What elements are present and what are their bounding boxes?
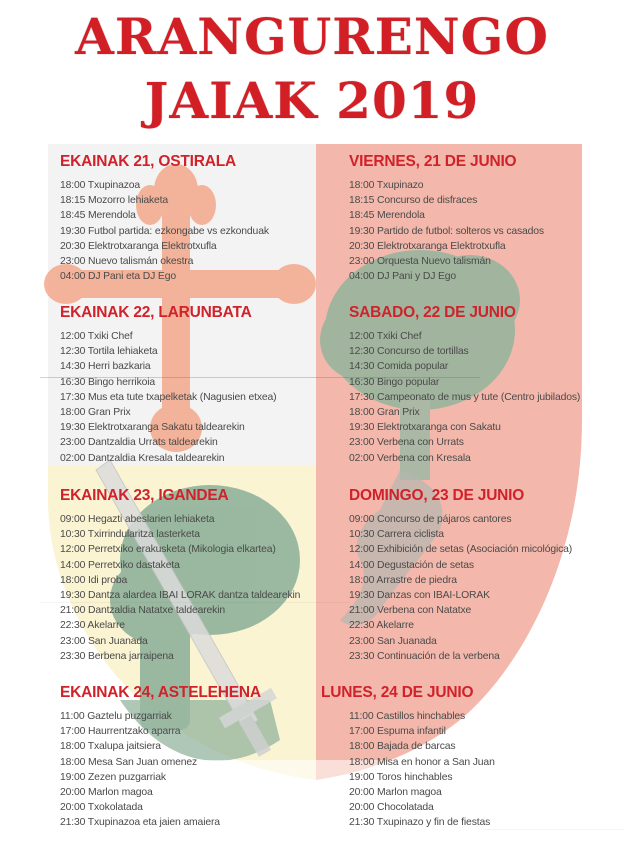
day-2-spanish: [349, 304, 580, 466]
event-item: 02:00 Dantzaldia Kresala taldearekin: [60, 452, 225, 464]
event-list: [60, 512, 300, 664]
event-item: 18:00 Gran Prix: [60, 407, 131, 419]
event-item: 22:30 Akelarre: [60, 620, 125, 632]
event-item: 23:00 Orquesta Nuevo talismán: [349, 256, 491, 268]
event-item: 18:45 Merendola: [349, 210, 425, 222]
event-item: 18:00 Misa en honor a San Juan: [349, 756, 495, 768]
event-item: 12:30 Concurso de tortillas: [349, 346, 469, 358]
event-item: 12:30 Tortila lehiaketa: [60, 346, 158, 358]
event-item: 19:30 Partido de futbol: solteros vs casados: [349, 225, 544, 237]
event-item: 18:45 Merendola: [60, 210, 136, 222]
event-list: [349, 178, 544, 284]
day-heading: EKAINAK 24, ASTELEHENA: [60, 684, 261, 701]
event-item: 18:15 Mozorro lehiaketa: [60, 195, 169, 207]
event-item: 20:30 Elektrotxaranga Elektrotxufla: [349, 240, 506, 252]
day-heading: EKAINAK 21, OSTIRALA: [60, 153, 236, 170]
event-item: 14:30 Comida popular: [349, 361, 449, 373]
event-item: 18:00 Bajada de barcas: [349, 741, 456, 753]
event-item: 16:30 Bingo herrikoia: [60, 376, 156, 388]
day-heading: LUNES, 24 DE JUNIO: [321, 684, 474, 701]
day-heading: DOMINGO, 23 DE JUNIO: [349, 487, 525, 504]
day-heading: SABADO, 22 DE JUNIO: [349, 304, 516, 321]
day-3-spanish: [349, 487, 572, 664]
day-4-basque: [60, 684, 261, 831]
event-item: 19:00 Toros hinchables: [349, 771, 453, 783]
event-item: 18:00 Gran Prix: [349, 407, 420, 419]
event-item: 17:30 Campeonato de mus y tute (Centro jubilados): [349, 391, 581, 403]
poster-title-line2: JAIAK 2019: [144, 71, 480, 130]
poster-title-line1: ARANGURENGO: [75, 7, 549, 66]
day-heading: VIERNES, 21 DE JUNIO: [349, 153, 517, 170]
event-list: [60, 709, 261, 831]
event-item: 12:00 Exhibición de setas (Asociación micológica): [349, 544, 573, 556]
event-item: 14:30 Herri bazkaria: [60, 361, 151, 373]
event-item: 23:30 Berbena jarraipena: [60, 650, 174, 662]
day-4-spanish: [321, 684, 495, 831]
event-item: 19:30 Elektrotxaranga Sakatu taldearekin: [60, 422, 245, 434]
event-item: 18:00 Mesa San Juan omenez: [60, 756, 198, 768]
event-item: 23:00 Verbena con Urrats: [349, 437, 464, 449]
event-list: [60, 178, 269, 284]
event-item: 20:30 Elektrotxaranga Elektrotxufla: [60, 240, 217, 252]
event-item: 14:00 Degustación de setas: [349, 559, 474, 571]
divider-line: [40, 377, 480, 378]
event-item: 19:00 Zezen puzgarriak: [60, 771, 166, 783]
event-item: 12:00 Txiki Chef: [60, 331, 133, 342]
day-1-spanish: [349, 153, 544, 284]
event-item: 11:00 Castillos hinchables: [349, 711, 466, 722]
event-item: 10:30 Txirrindularitza lasterketa: [60, 529, 200, 541]
event-item: 21:00 Dantzaldia Natatxe taldearekin: [60, 605, 226, 617]
event-item: 23:00 Dantzaldia Urrats taldearekin: [60, 437, 218, 449]
event-item: 11:00 Gaztelu puzgarriak: [60, 711, 172, 722]
event-item: 09:00 Concurso de pájaros cantores: [349, 514, 512, 525]
day-3-basque: [60, 487, 300, 664]
event-item: 04:00 DJ Pani y DJ Ego: [349, 271, 457, 283]
event-item: 23:00 Nuevo talismán okestra: [60, 256, 194, 268]
event-item: 12:00 Txiki Chef: [349, 331, 422, 342]
divider-line: [484, 829, 624, 830]
event-item: 16:30 Bingo popular: [349, 376, 440, 388]
event-item: 20:00 Txokolatada: [60, 802, 143, 814]
event-item: 09:00 Hegazti abeslarien lehiaketa: [60, 514, 215, 525]
divider-line: [40, 602, 350, 603]
day-1-basque: [60, 153, 269, 284]
event-item: 20:00 Marlon magoa: [60, 787, 153, 799]
day-heading: EKAINAK 22, LARUNBATA: [60, 304, 252, 321]
event-item: 10:30 Carrera ciclista: [349, 529, 444, 541]
event-item: 21:00 Verbena con Natatxe: [349, 605, 472, 617]
event-item: 17:00 Espuma infantil: [349, 726, 446, 738]
event-item: 17:00 Haurrentzako aparra: [60, 726, 181, 738]
event-item: 18:00 Idi proba: [60, 574, 128, 586]
event-item: 22:30 Akelarre: [349, 620, 414, 632]
event-item: 18:00 Txupinazoa: [60, 180, 141, 191]
day-heading: EKAINAK 23, IGANDEA: [60, 487, 229, 504]
event-item: 21:30 Txupinazoa eta jaien amaiera: [60, 817, 220, 829]
event-item: 23:30 Continuación de la verbena: [349, 650, 500, 662]
day-2-basque: [60, 304, 276, 466]
event-item: 21:30 Txupinazo y fin de fiestas: [349, 817, 491, 829]
event-item: 14:00 Perretxiko dastaketa: [60, 559, 180, 571]
event-list: [349, 329, 580, 466]
event-item: 02:00 Verbena con Kresala: [349, 452, 471, 464]
event-item: 18:00 Txalupa jaitsiera: [60, 741, 161, 753]
event-list: [60, 329, 276, 466]
event-item: 19:30 Elektrotxaranga con Sakatu: [349, 422, 501, 434]
event-item: 19:30 Futbol partida: ezkongabe vs ezkonduak: [60, 225, 269, 237]
event-item: 20:00 Chocolatada: [349, 802, 434, 814]
event-item: 20:00 Marlon magoa: [349, 787, 442, 799]
event-item: 18:15 Concurso de disfraces: [349, 195, 478, 207]
event-item: 23:00 San Juanada: [349, 635, 437, 647]
event-item: 19:30 Danzas con IBAI-LORAK: [349, 590, 490, 602]
event-item: 19:30 Dantza alardea IBAI LORAK dantza taldearekin: [60, 590, 301, 602]
event-item: 18:00 Txupinazo: [349, 180, 424, 191]
event-item: 18:00 Arrastre de piedra: [349, 574, 457, 586]
event-list: [321, 709, 495, 831]
event-item: 04:00 DJ Pani eta DJ Ego: [60, 271, 176, 283]
event-item: 23:00 San Juanada: [60, 635, 148, 647]
event-list: [349, 512, 572, 664]
event-item: 12:00 Perretxiko erakusketa (Mikologia elkartea): [60, 544, 276, 556]
event-item: 17:30 Mus eta tute txapelketak (Nagusien etxea): [60, 391, 277, 403]
